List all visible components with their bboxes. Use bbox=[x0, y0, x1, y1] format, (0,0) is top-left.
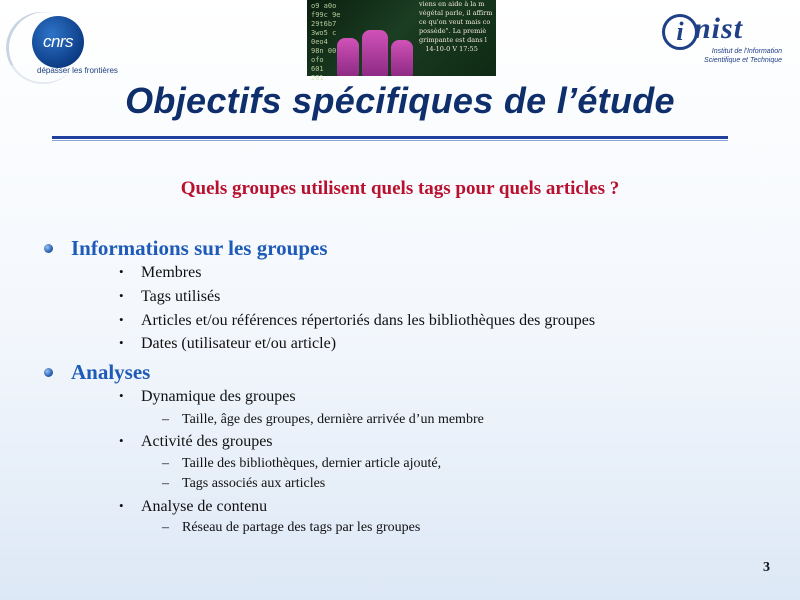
bullet-icon: • bbox=[119, 498, 124, 513]
cnrs-tagline: dépasser les frontières bbox=[37, 66, 118, 75]
photo-code-overlay: o9 a0o f99c 9e 29t6b7 3wo5 c 0eo4 98n 00 ofo 601 281 bbox=[311, 2, 341, 82]
bullet-icon: • bbox=[119, 335, 124, 350]
list-item: Articles et/ou références répertoriés dans les bibliothèques des groupes bbox=[141, 312, 596, 329]
sub-list-item: Tags associés aux articles bbox=[182, 476, 326, 491]
dash-icon: – bbox=[162, 456, 169, 471]
list-item: Activité des groupes bbox=[141, 433, 273, 450]
inist-subtitle-line1: Institut de l'Information bbox=[711, 48, 782, 55]
sub-list-item: Taille, âge des groupes, dernière arrivée d’un membre bbox=[182, 412, 484, 427]
bullet-icon: • bbox=[119, 312, 124, 327]
list-item: Membres bbox=[141, 264, 202, 281]
round-bullet-icon bbox=[44, 244, 53, 253]
bullet-icon: • bbox=[119, 264, 124, 279]
list-item: Dynamique des groupes bbox=[141, 388, 296, 405]
photo-text-overlay: viens en aide à la m végétal parle, il affirm ce qu'on veut mais co possède". La premiè grimpante est dans l 14-10-0 V 17:55 bbox=[419, 0, 493, 53]
bullet-icon: • bbox=[119, 388, 124, 403]
inist-logo-word: nist bbox=[694, 12, 744, 45]
section-heading: Informations sur les groupes bbox=[71, 236, 328, 260]
list-item: Tags utilisés bbox=[141, 288, 221, 305]
bullet-icon: • bbox=[119, 433, 124, 448]
slide-subtitle: Quels groupes utilisent quels tags pour quels articles ? bbox=[180, 178, 620, 199]
round-bullet-icon bbox=[44, 368, 53, 377]
dash-icon: – bbox=[162, 520, 169, 535]
bullet-icon: • bbox=[119, 288, 124, 303]
cnrs-logo-mark: cnrs bbox=[32, 16, 84, 68]
dash-icon: – bbox=[162, 412, 169, 427]
page-number: 3 bbox=[763, 560, 770, 575]
sub-list-item: Taille des bibliothèques, dernier article ajouté, bbox=[182, 456, 442, 471]
sub-list-item: Réseau de partage des tags par les groupes bbox=[182, 520, 421, 535]
inist-logo-i: i bbox=[662, 14, 698, 50]
section-heading: Analyses bbox=[71, 360, 151, 384]
inist-subtitle-line2: Scientifique et Technique bbox=[704, 57, 782, 64]
list-item: Analyse de contenu bbox=[141, 498, 268, 515]
list-item: Dates (utilisateur et/ou article) bbox=[141, 335, 337, 352]
dash-icon: – bbox=[162, 476, 169, 491]
slide-title: Objectifs spécifiques de l’étude bbox=[125, 80, 675, 121]
